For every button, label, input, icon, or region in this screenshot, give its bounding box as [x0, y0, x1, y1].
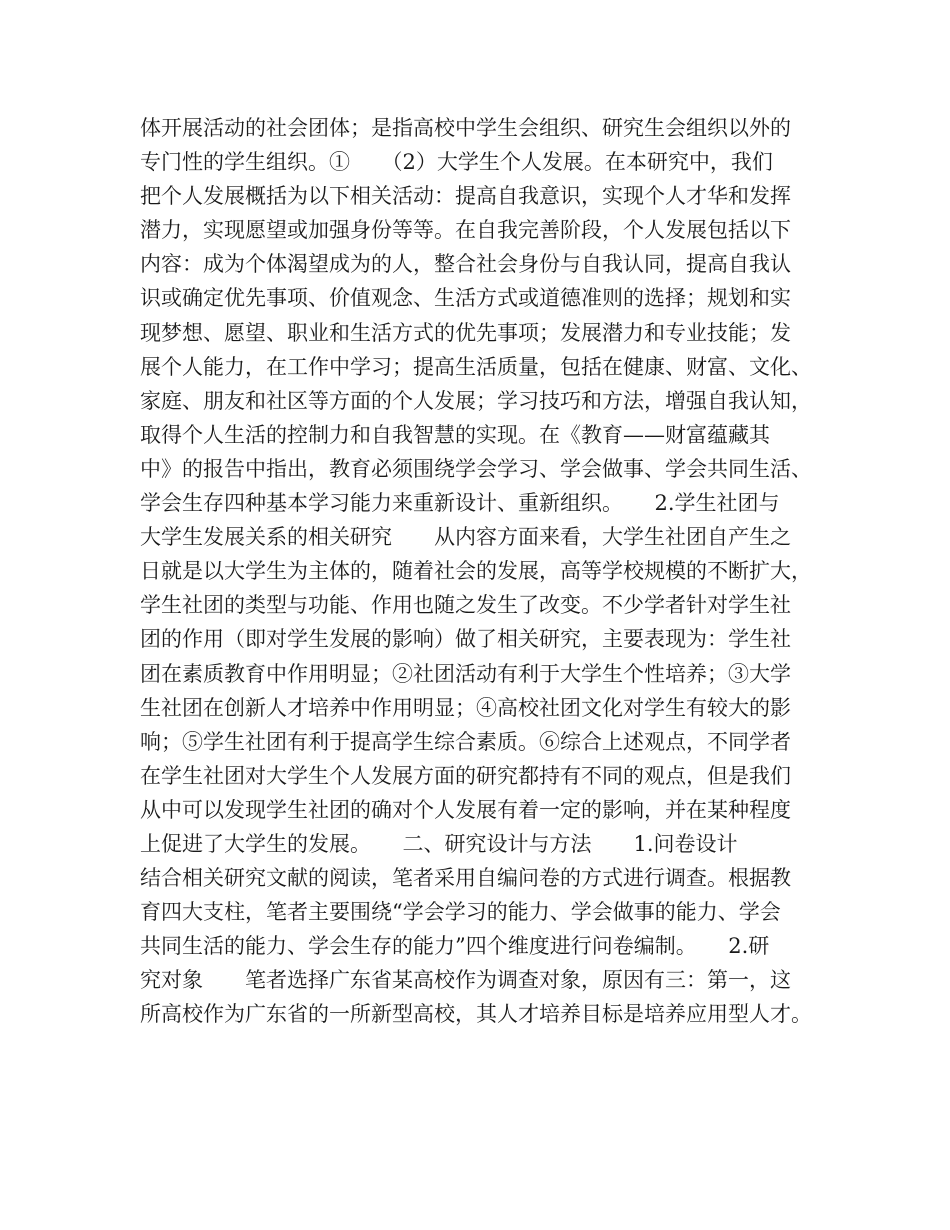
body-text	[140, 111, 830, 1032]
text-line: 所高校作为广东省的一所新型高校，其人才培养目标是培养应用型人才。	[140, 1002, 812, 1027]
text-line: 在学生社团对大学生个人发展方面的研究都持有不同的观点，但是我们	[140, 763, 791, 788]
text-line: 育四大支柱，笔者主要围绕“学会学习的能力、学会做事的能力、学会	[140, 900, 781, 925]
text-line: 共同生活的能力、学会生存的能力”四个维度进行问卷编制。 2.研	[140, 934, 770, 959]
text-line: 内容：成为个体渴望成为的人，整合社会身份与自我认同，提高自我认	[140, 252, 791, 277]
text-line: 大学生发展关系的相关研究 从内容方面来看，大学生社团自产生之	[140, 525, 791, 550]
text-line: 识或确定优先事项、价值观念、生活方式或道德准则的选择；规划和实	[140, 286, 791, 311]
text-line: 把个人发展概括为以下相关活动：提高自我意识，实现个人才华和发挥	[140, 184, 791, 209]
text-line: 现梦想、愿望、职业和生活方式的优先事项；发展潜力和专业技能；发	[140, 320, 791, 345]
text-line: 上促进了大学生的发展。 二、研究设计与方法 1.问卷设计	[140, 831, 780, 856]
text-line: 学会生存四种基本学习能力来重新设计、重新组织。 2.学生社团与	[140, 491, 780, 516]
text-line: 中》的报告中指出，教育必须围绕学会学习、学会做事、学会共同生活、	[140, 456, 812, 481]
text-line: 家庭、朋友和社区等方面的个人发展；学习技巧和方法，增强自我认知，	[140, 388, 812, 413]
text-line: 潜力，实现愿望或加强身份等等。在自我完善阶段，个人发展包括以下	[140, 218, 791, 243]
text-line: 专门性的学生组织。① （2）大学生个人发展。在本研究中，我们	[140, 150, 773, 175]
text-line: 从中可以发现学生社团的确对个人发展有着一定的影响，并在某种程度	[140, 797, 791, 822]
text-line: 取得个人生活的控制力和自我智慧的实现。在《教育——财富蕴藏其	[140, 422, 770, 447]
text-line: 生社团在创新人才培养中作用明显；④高校社团文化对学生有较大的影	[140, 695, 791, 720]
text-line: 团在素质教育中作用明显；②社团活动有利于大学生个性培养；③大学	[140, 661, 791, 686]
text-line: 结合相关研究文献的阅读，笔者采用自编问卷的方式进行调查。根据教	[140, 866, 791, 891]
text-line: 体开展活动的社会团体；是指高校中学生会组织、研究生会组织以外的	[140, 116, 791, 140]
text-line: 学生社团的类型与功能、作用也随之发生了改变。不少学者针对学生社	[140, 593, 791, 618]
text-line: 展个人能力，在工作中学习；提高生活质量，包括在健康、财富、文化、	[140, 354, 812, 379]
text-line: 团的作用（即对学生发展的影响）做了相关研究，主要表现为：学生社	[140, 627, 791, 652]
text-line: 响；⑤学生社团有利于提高学生综合素质。⑥综合上述观点，不同学者	[140, 729, 791, 754]
text-line: 究对象 笔者选择广东省某高校作为调查对象，原因有三：第一，这	[140, 968, 791, 993]
text-line: 日就是以大学生为主体的，随着社会的发展，高等学校规模的不断扩大，	[140, 559, 812, 584]
